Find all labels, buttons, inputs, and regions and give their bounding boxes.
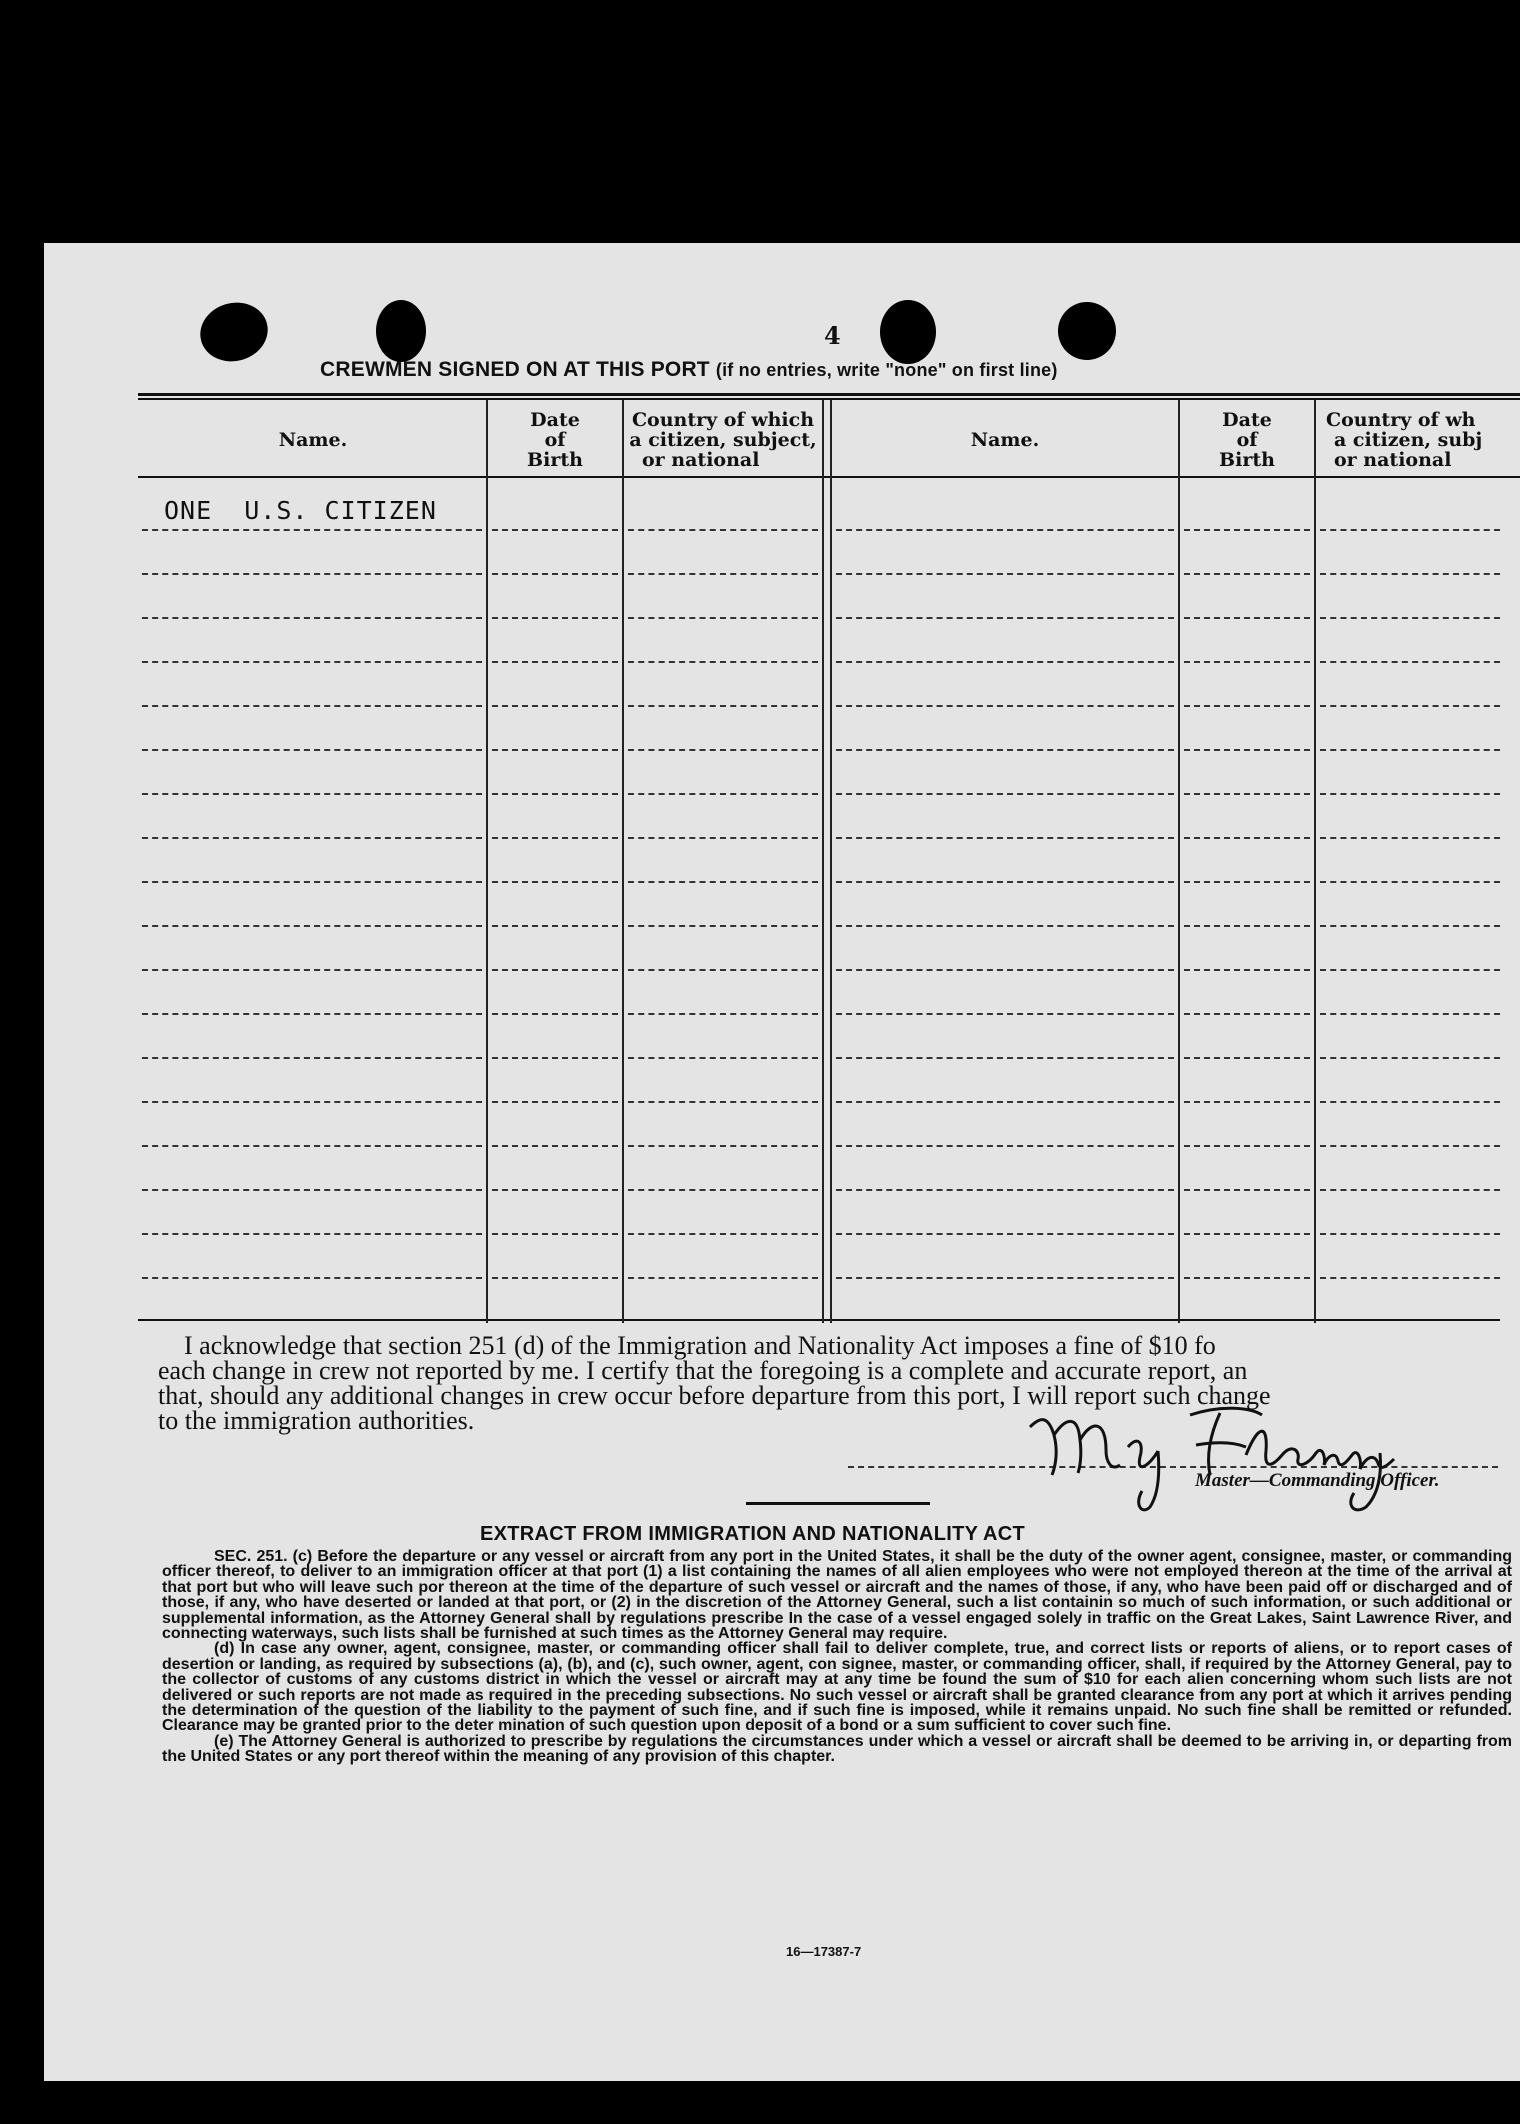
row-line <box>628 1101 818 1103</box>
row-line <box>1320 1145 1500 1147</box>
row-line <box>492 661 618 663</box>
row-line <box>628 1277 818 1279</box>
row-line <box>836 705 1174 707</box>
row-line <box>1184 969 1310 971</box>
row-line <box>142 661 482 663</box>
certification-line: I acknowledge that section 251 (d) of the Immigration and Nationality Act imposes a fine of $10 fo <box>184 1331 1216 1360</box>
row-line <box>492 837 618 839</box>
row-line <box>142 1233 482 1235</box>
row-line <box>492 1189 618 1191</box>
header-country2-line: a citizen, subj <box>1334 429 1483 451</box>
row-line <box>142 1013 482 1015</box>
row-line <box>1320 837 1500 839</box>
column-divider <box>1178 400 1180 1323</box>
punch-hole <box>376 300 426 362</box>
row-line <box>1320 881 1500 883</box>
row-line <box>492 1101 618 1103</box>
header-name-2-label: Name. <box>970 429 1040 451</box>
row-line <box>492 617 618 619</box>
row-line <box>1184 661 1310 663</box>
row-line <box>1320 1233 1500 1235</box>
row-line <box>492 573 618 575</box>
row-line <box>142 617 482 619</box>
row-line <box>628 881 818 883</box>
row-line <box>1184 705 1310 707</box>
page-number: 4 <box>824 321 841 350</box>
row-line <box>628 1013 818 1015</box>
header-country-line: a citizen, subject, <box>629 429 817 451</box>
column-divider <box>822 400 824 1323</box>
row-line <box>1184 1189 1310 1191</box>
row-line <box>142 969 482 971</box>
column-divider <box>486 400 488 1323</box>
row-line <box>142 881 482 883</box>
header-name-label: Name. <box>278 429 348 451</box>
signature-caption: Master—Commanding Officer. <box>1195 1470 1440 1491</box>
row-line <box>1320 793 1500 795</box>
row-line <box>836 1277 1174 1279</box>
header-dob2-line: of <box>1236 429 1258 451</box>
row-line <box>836 1057 1174 1059</box>
header-date-of-birth <box>488 410 622 470</box>
row-line <box>628 837 818 839</box>
row-line <box>628 617 818 619</box>
row-line <box>628 529 818 531</box>
row-line <box>628 1057 818 1059</box>
row-line <box>142 1145 482 1147</box>
row-line <box>1320 573 1500 575</box>
table-top-rule <box>138 393 1520 396</box>
certification-line: that, should any additional changes in crew occur before departure from this port, I will report such change <box>158 1381 1271 1410</box>
column-divider <box>622 400 624 1323</box>
row-line <box>142 1101 482 1103</box>
table-top-rule-thin <box>138 398 1520 400</box>
row-line <box>1320 925 1500 927</box>
law-sec-e-text: (e) The Attorney General is authorized to prescribe by regulations the circumstances under which a vessel or aircraft shall be deemed to be arriving in, or departing from the United States or any port thereof within the meaning of any provision of this chapter. <box>162 1732 1512 1766</box>
row-line <box>1184 881 1310 883</box>
row-line <box>628 705 818 707</box>
row-line <box>628 793 818 795</box>
header-country <box>624 410 822 470</box>
punch-hole <box>880 300 936 364</box>
row-line <box>1184 749 1310 751</box>
crew-entry-name: ONE U.S. CITIZEN <box>164 496 437 525</box>
header-dob-line: Birth <box>527 449 583 471</box>
signature-image <box>1010 1395 1430 1515</box>
row-line <box>492 969 618 971</box>
row-line <box>628 1189 818 1191</box>
row-line <box>1320 705 1500 707</box>
row-line <box>836 837 1174 839</box>
row-line <box>1184 529 1310 531</box>
law-sec-e <box>162 1734 1512 1765</box>
row-line <box>492 705 618 707</box>
row-line <box>836 749 1174 751</box>
row-line <box>1320 969 1500 971</box>
row-line <box>836 793 1174 795</box>
row-line <box>628 661 818 663</box>
form-number: 16—17387-7 <box>786 1944 862 1959</box>
row-line <box>492 749 618 751</box>
row-line <box>1320 1101 1500 1103</box>
row-line <box>142 529 482 531</box>
law-sec-c <box>162 1549 1512 1641</box>
header-dob-line: Date <box>530 409 580 431</box>
row-line <box>1184 1101 1310 1103</box>
row-line <box>1184 1145 1310 1147</box>
row-line <box>492 1145 618 1147</box>
header-bottom-rule <box>138 476 1520 478</box>
row-line <box>836 1013 1174 1015</box>
row-line <box>628 1233 818 1235</box>
row-line <box>1184 1277 1310 1279</box>
row-line <box>1320 661 1500 663</box>
row-line <box>1320 1013 1500 1015</box>
separator-rule <box>746 1502 930 1505</box>
row-line <box>1184 837 1310 839</box>
certification-line: to the immigration authorities. <box>158 1406 475 1435</box>
row-line <box>1320 749 1500 751</box>
header-country-line: or national <box>642 449 760 471</box>
row-line <box>492 1057 618 1059</box>
column-divider <box>1314 400 1316 1323</box>
header-name <box>140 430 486 450</box>
row-line <box>1320 617 1500 619</box>
header-dob2-line: Birth <box>1219 449 1275 471</box>
extract-title: EXTRACT FROM IMMIGRATION AND NATIONALITY ACT <box>480 1523 1026 1545</box>
row-line <box>142 1189 482 1191</box>
header-country2-line: Country of wh <box>1326 410 1476 431</box>
law-sec-c-text: SEC. 251. (c) Before the departure or any vessel or aircraft from any port in the United States, it shall be the duty of the owner agent, consignee, master, or commanding officer thereof, to deliver to an immigration officer at that port (1) a list containing the names of all alien employees who were not employed thereon at the time of the arrival at that port but who will leave such por thereon at the time of the departure of such vessel or aircraft and the names of those, if any, who have been paid off or discharged and of those, if any, who have deserted or landed at that port, or (2) in the discretion of the Attorney General, such a list containin so much of such information, or such additional or supplemental information, as the Attorney General shall by regulations prescribe In the case of a vessel engaged solely in traffic on the Great Lakes, Saint Lawrence River, and connecting waterways, such lists shall be furnished at such times as the Attorney General may require. <box>162 1548 1512 1643</box>
row-line <box>836 1189 1174 1191</box>
row-line <box>142 925 482 927</box>
row-line <box>142 1057 482 1059</box>
row-line <box>836 617 1174 619</box>
row-line <box>1320 1277 1500 1279</box>
row-line <box>492 1277 618 1279</box>
row-line <box>1184 1013 1310 1015</box>
row-line <box>836 1101 1174 1103</box>
row-line <box>1320 529 1500 531</box>
law-extract <box>162 1549 1512 1765</box>
row-line <box>1184 573 1310 575</box>
row-line <box>142 837 482 839</box>
row-line <box>836 661 1174 663</box>
row-line <box>142 705 482 707</box>
column-divider <box>830 400 832 1323</box>
row-line <box>142 793 482 795</box>
row-line <box>1320 1189 1500 1191</box>
row-line <box>836 969 1174 971</box>
table-bottom-rule <box>138 1319 1500 1321</box>
row-line <box>836 925 1174 927</box>
law-sec-d-text: (d) In case any owner, agent, consignee, master, or commanding officer shall fail to deliver complete, true, and correct lists or reports of aliens, or to report cases of desertion or landing, as required by subsections (a), (b), and (c), such owner, agent, con signee, master, or commanding officer, shall, if required by the Attorney General, pay to the collector of customs of any customs district in which the vessel or aircraft may at any time be found the sum of $10 for each alien concerning whom such lists are not delivered or such reports are not made as required in the preceding subsections. No such vessel or aircraft shall be granted clearance from any port at which it arrives pending the determination of the question of the liability to the payment of such fine, and if such fine is imposed, while it remains unpaid. No such fine shall be remitted or refunded. Clearance may be granted prior to the deter mination of such question upon deposit of a bond or a sum sufficient to cover such fine. <box>162 1640 1512 1735</box>
row-line <box>836 573 1174 575</box>
row-line <box>836 529 1174 531</box>
header-date-of-birth-2 <box>1180 410 1314 470</box>
row-line <box>628 925 818 927</box>
row-line <box>1184 1233 1310 1235</box>
row-line <box>628 969 818 971</box>
row-line <box>628 749 818 751</box>
row-line <box>492 1233 618 1235</box>
row-line <box>1320 1057 1500 1059</box>
section-heading-note: (if no entries, write "none" on first line) <box>715 360 1058 380</box>
row-line <box>1184 925 1310 927</box>
row-line <box>1184 617 1310 619</box>
row-line <box>836 1145 1174 1147</box>
row-line <box>142 573 482 575</box>
row-line <box>628 573 818 575</box>
row-line <box>492 1013 618 1015</box>
header-country-line: Country of which <box>631 409 815 431</box>
section-heading <box>320 358 1420 382</box>
punch-hole <box>1058 302 1116 360</box>
row-line <box>836 1233 1174 1235</box>
header-dob2-line: Date <box>1222 409 1272 431</box>
row-line <box>492 529 618 531</box>
row-line <box>142 1277 482 1279</box>
law-sec-d <box>162 1641 1512 1733</box>
header-country2-line: or national <box>1334 449 1452 470</box>
row-line <box>492 881 618 883</box>
row-line <box>492 925 618 927</box>
row-line <box>492 793 618 795</box>
header-dob-line: of <box>544 429 566 451</box>
row-line <box>142 749 482 751</box>
certification-line: each change in crew not reported by me. I certify that the foregoing is a complete and accurate report, an <box>158 1356 1248 1385</box>
row-line <box>836 881 1174 883</box>
row-line <box>1184 1057 1310 1059</box>
header-country-2 <box>1326 410 1486 470</box>
section-heading-title: CREWMEN SIGNED ON AT THIS PORT <box>320 358 710 381</box>
row-line <box>628 1145 818 1147</box>
row-line <box>1184 793 1310 795</box>
header-name-2 <box>832 430 1178 450</box>
